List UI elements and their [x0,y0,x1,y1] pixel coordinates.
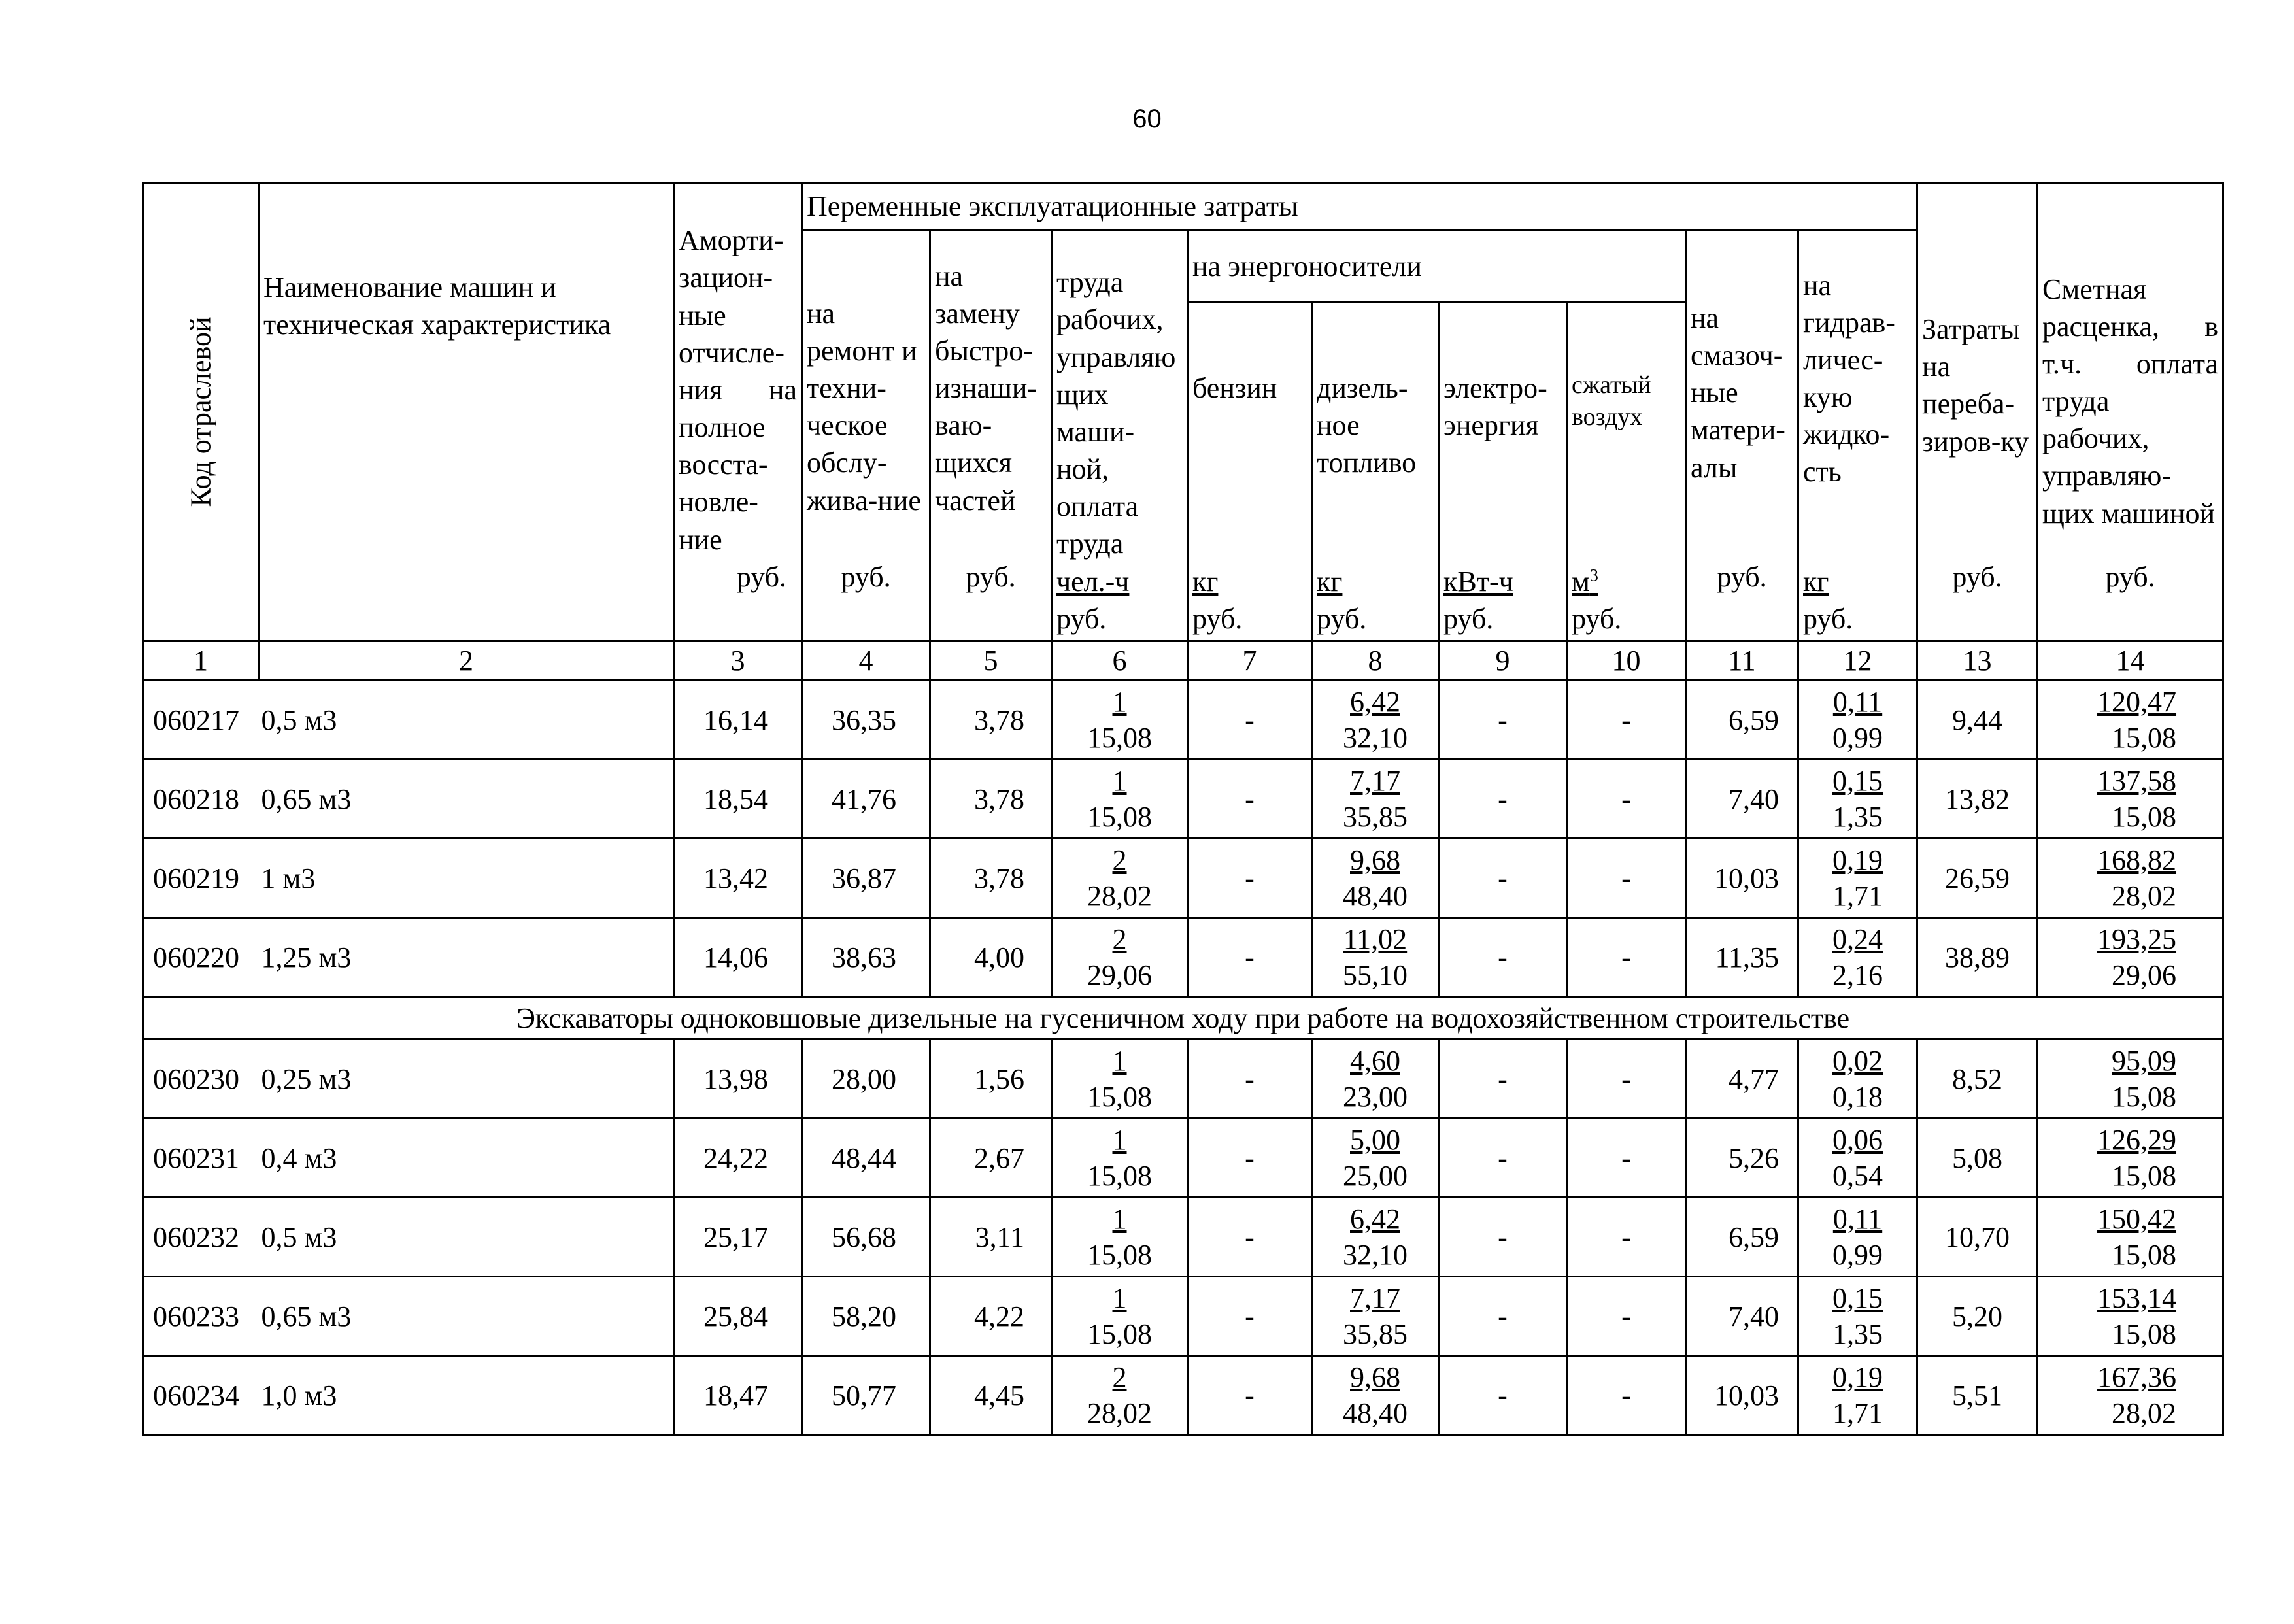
cell-lube: 10,03 [1686,1356,1798,1435]
table-row [143,1277,2223,1356]
cell-rate-num: 153,14 [2097,1281,2177,1314]
table-row [143,1356,2223,1435]
cell-code: 060231 [143,1119,259,1198]
cell-diesel [1312,1198,1439,1277]
cell-code: 060217 [143,681,259,760]
cell-replace: 3,11 [930,1198,1052,1277]
cell-petrol: - [1188,1119,1312,1198]
cell-electro: - [1439,1277,1567,1356]
cell-rate [2038,839,2223,918]
column-number: 1 [143,641,259,681]
cell-hydro [1798,1119,1917,1198]
cell-lube: 10,03 [1686,839,1798,918]
cell-labor [1052,760,1188,839]
cell-diesel-num: 5,00 [1350,1123,1400,1156]
column-number: 11 [1686,641,1798,681]
header-labor-unit-den: руб. [1056,602,1107,635]
cell-repair: 50,77 [802,1356,930,1435]
cell-hydro [1798,918,1917,997]
header-repair-unit: руб. [841,560,891,593]
cell-electro: - [1439,681,1567,760]
cell-transfer: 8,52 [1917,1040,2038,1119]
cell-labor-den: 29,06 [1087,958,1152,991]
cell-hydro-num: 0,24 [1832,922,1883,955]
header-code [143,183,259,641]
cell-repair: 56,68 [802,1198,930,1277]
cell-lube: 4,77 [1686,1040,1798,1119]
header-lube [1686,231,1798,641]
cell-hydro [1798,1356,1917,1435]
column-number: 4 [802,641,930,681]
cell-hydro-num: 0,15 [1832,1281,1883,1314]
cell-hydro-den: 1,35 [1832,800,1883,833]
cell-replace: 4,00 [930,918,1052,997]
cell-diesel [1312,1040,1439,1119]
table-header [143,183,2223,641]
cell-diesel-den: 23,00 [1343,1080,1408,1113]
cell-amort: 14,06 [674,918,802,997]
header-petrol-unit-num: кг [1192,565,1219,598]
cell-labor-num: 1 [1112,1123,1127,1156]
cell-diesel-den: 32,10 [1343,721,1408,754]
cell-electro: - [1439,1356,1567,1435]
header-diesel-label: дизель-ное топливо [1317,372,1417,479]
cell-name: 0,5 м3 [259,1198,674,1277]
cell-rate [2038,1356,2223,1435]
cell-rate [2038,681,2223,760]
cell-replace: 3,78 [930,760,1052,839]
header-energy: на энергоносители [1188,231,1686,303]
section-heading [143,997,2223,1040]
cell-petrol: - [1188,1040,1312,1119]
cell-hydro [1798,839,1917,918]
header-lube-label: на смазоч-ные матери-алы [1691,301,1785,484]
cell-labor-num: 1 [1112,1044,1127,1077]
cell-hydro-num: 0,02 [1832,1044,1883,1077]
header-air-unit-den: руб. [1572,602,1622,635]
header-transfer [1917,183,2038,641]
cell-labor-den: 28,02 [1087,879,1152,912]
cell-diesel-den: 35,85 [1343,800,1408,833]
cell-petrol: - [1188,918,1312,997]
cell-air: - [1567,1040,1686,1119]
cell-hydro-den: 1,71 [1832,1396,1883,1429]
cell-rate-den: 15,08 [2112,1159,2177,1192]
cell-code: 060218 [143,760,259,839]
column-number: 7 [1188,641,1312,681]
page-number: 60 [1132,105,1162,133]
cell-labor [1052,918,1188,997]
header-labor-unit-num: чел.-ч [1056,565,1130,598]
cell-hydro-den: 2,16 [1832,958,1883,991]
cell-replace: 2,67 [930,1119,1052,1198]
cell-air: - [1567,1198,1686,1277]
cell-rate-den: 15,08 [2112,1238,2177,1271]
cell-rate-num: 193,25 [2097,922,2177,955]
header-electro [1439,303,1567,641]
cell-transfer: 26,59 [1917,839,2038,918]
cell-air: - [1567,681,1686,760]
cell-diesel-den: 48,40 [1343,1396,1408,1429]
cell-labor [1052,681,1188,760]
header-diesel-unit-num: кг [1317,565,1343,598]
cell-rate-den: 28,02 [2112,879,2177,912]
cell-replace: 4,22 [930,1277,1052,1356]
cell-hydro [1798,1040,1917,1119]
cell-labor-den: 15,08 [1087,1238,1152,1271]
cell-labor-num: 2 [1112,1361,1127,1393]
cell-hydro [1798,681,1917,760]
column-number: 10 [1567,641,1686,681]
cell-labor [1052,1040,1188,1119]
cell-labor [1052,1119,1188,1198]
column-number: 12 [1798,641,1917,681]
cell-diesel-num: 11,02 [1343,922,1408,955]
cell-transfer: 5,51 [1917,1356,2038,1435]
header-name: Наименование машин и техническая характеристика [259,183,674,641]
column-number: 3 [674,641,802,681]
cell-air: - [1567,1277,1686,1356]
table-row [143,1119,2223,1198]
cell-diesel [1312,918,1439,997]
cell-hydro-den: 0,99 [1832,1238,1883,1271]
header-diesel [1312,303,1439,641]
cell-code: 060230 [143,1040,259,1119]
cell-amort: 25,17 [674,1198,802,1277]
cell-labor-den: 15,08 [1087,1159,1152,1192]
header-variable: Переменные эксплуатационные затраты [802,183,1917,231]
cell-replace: 4,45 [930,1356,1052,1435]
cell-labor-num: 2 [1112,843,1127,876]
cell-labor-den: 15,08 [1087,1080,1152,1113]
cell-air: - [1567,839,1686,918]
cell-hydro-num: 0,19 [1832,1361,1883,1393]
cell-diesel-num: 9,68 [1350,843,1400,876]
column-number: 5 [930,641,1052,681]
cell-petrol: - [1188,760,1312,839]
cell-name: 1,0 м3 [259,1356,674,1435]
header-rate-unit: руб. [2105,560,2155,593]
header-replace [930,231,1052,641]
column-number: 9 [1439,641,1567,681]
cell-diesel [1312,1356,1439,1435]
cell-labor-num: 1 [1112,1281,1127,1314]
cell-repair: 38,63 [802,918,930,997]
table-row [143,681,2223,760]
cell-labor [1052,1356,1188,1435]
header-air-label: сжатый воздух [1572,371,1651,431]
cell-hydro [1798,1277,1917,1356]
cell-name: 0,4 м3 [259,1119,674,1198]
header-air [1567,303,1686,641]
cell-transfer: 5,08 [1917,1119,2038,1198]
section-title: Экскаваторы одноковшовые дизельные на гусеничном ходу при работе на водохозяйственном строительстве [143,997,2223,1040]
column-number: 8 [1312,641,1439,681]
cell-rate-num: 137,58 [2097,764,2177,797]
cell-amort: 16,14 [674,681,802,760]
cell-transfer: 13,82 [1917,760,2038,839]
header-replace-unit: руб. [966,560,1016,593]
header-amort-label: Аморти-зацион-ные отчисле-ния на полное восста-новле-ние [679,224,797,556]
cell-rate-num: 120,47 [2097,685,2177,718]
cell-code: 060232 [143,1198,259,1277]
cell-diesel-num: 7,17 [1350,764,1400,797]
header-diesel-unit-den: руб. [1317,602,1367,635]
cell-rate-num: 95,09 [2112,1044,2177,1077]
header-petrol-unit-den: руб. [1192,602,1243,635]
cell-rate-den: 15,08 [2112,721,2177,754]
cell-petrol: - [1188,681,1312,760]
cell-code: 060220 [143,918,259,997]
cell-rate-num: 150,42 [2097,1202,2177,1235]
cell-hydro-den: 0,54 [1832,1159,1883,1192]
header-transfer-unit: руб. [1952,560,2002,593]
cell-labor-den: 15,08 [1087,800,1152,833]
cell-petrol: - [1188,1356,1312,1435]
cell-rate [2038,1277,2223,1356]
cell-lube: 5,26 [1686,1119,1798,1198]
cell-electro: - [1439,918,1567,997]
cell-hydro-den: 1,35 [1832,1317,1883,1350]
header-electro-unit-den: руб. [1443,602,1494,635]
cell-transfer: 9,44 [1917,681,2038,760]
cell-amort: 13,98 [674,1040,802,1119]
cell-diesel-num: 7,17 [1350,1281,1400,1314]
cell-labor-den: 28,02 [1087,1396,1152,1429]
header-rate [2038,183,2223,641]
header-hydro [1798,231,1917,641]
header-replace-label: на замену быстро-изнаши-ваю-щихся частей [935,260,1037,516]
cell-rate-num: 126,29 [2097,1123,2177,1156]
cell-petrol: - [1188,839,1312,918]
table-row [143,1040,2223,1119]
cell-petrol: - [1188,1277,1312,1356]
header-air-unit-sup: 3 [1589,565,1598,584]
cell-diesel-num: 9,68 [1350,1361,1400,1393]
header-transfer-label: Затраты на переба-зиров-ку [1922,313,2029,458]
cell-hydro-num: 0,06 [1832,1123,1883,1156]
cell-diesel [1312,681,1439,760]
cell-hydro-den: 0,99 [1832,721,1883,754]
cell-petrol: - [1188,1198,1312,1277]
cell-diesel-den: 55,10 [1343,958,1408,991]
cell-electro: - [1439,839,1567,918]
cell-labor-num: 1 [1112,764,1127,797]
header-electro-unit-num: кВт-ч [1443,565,1513,598]
cell-hydro-num: 0,19 [1832,843,1883,876]
cell-diesel-num: 6,42 [1350,1202,1400,1235]
cell-labor [1052,1277,1188,1356]
header-amort [674,183,802,641]
cell-rate-num: 168,82 [2097,843,2177,876]
header-amort-unit: руб. [736,560,786,593]
cell-name: 0,25 м3 [259,1040,674,1119]
header-petrol-label: бензин [1192,372,1277,404]
header-petrol [1188,303,1312,641]
header-lube-unit: руб. [1717,560,1767,593]
cell-replace: 1,56 [930,1040,1052,1119]
cell-lube: 11,35 [1686,918,1798,997]
table-body-group-1 [143,681,2223,997]
table-row [143,839,2223,918]
cell-rate-den: 15,08 [2112,1080,2177,1113]
cell-lube: 6,59 [1686,681,1798,760]
cell-diesel [1312,1277,1439,1356]
cell-diesel-den: 25,00 [1343,1159,1408,1192]
cell-transfer: 38,89 [1917,918,2038,997]
cell-repair: 36,87 [802,839,930,918]
cell-repair: 58,20 [802,1277,930,1356]
header-labor-label: труда рабочих, управляю щих маши-ной, оплата труда [1056,266,1176,560]
table-row [143,1198,2223,1277]
cell-electro: - [1439,1119,1567,1198]
cell-rate [2038,1119,2223,1198]
cell-amort: 24,22 [674,1119,802,1198]
column-number: 2 [259,641,674,681]
cell-name: 0,65 м3 [259,1277,674,1356]
cell-repair: 28,00 [802,1040,930,1119]
cell-rate [2038,1198,2223,1277]
cell-repair: 48,44 [802,1119,930,1198]
cell-lube: 7,40 [1686,1277,1798,1356]
column-number: 6 [1052,641,1188,681]
cell-labor-den: 15,08 [1087,721,1152,754]
header-air-unit-num: м [1572,565,1590,598]
header-repair-label: на ремонт и техни-ческое обслу-жива-ние [807,297,921,516]
cell-code: 060234 [143,1356,259,1435]
cell-hydro-num: 0,11 [1832,1202,1883,1235]
cell-hydro-num: 0,15 [1832,764,1883,797]
cell-electro: - [1439,1198,1567,1277]
cell-name: 0,5 м3 [259,681,674,760]
cell-diesel [1312,839,1439,918]
cell-code: 060233 [143,1277,259,1356]
column-number: 14 [2038,641,2223,681]
table-body-group-2 [143,1040,2223,1435]
table-row [143,760,2223,839]
cell-hydro [1798,760,1917,839]
cell-transfer: 5,20 [1917,1277,2038,1356]
cell-amort: 25,84 [674,1277,802,1356]
cell-amort: 13,42 [674,839,802,918]
cell-labor-num: 1 [1112,1202,1127,1235]
cell-diesel-den: 48,40 [1343,879,1408,912]
header-hydro-unit-den: руб. [1803,602,1853,635]
cell-electro: - [1439,1040,1567,1119]
cell-name: 1 м3 [259,839,674,918]
cell-name: 0,65 м3 [259,760,674,839]
cell-diesel-den: 35,85 [1343,1317,1408,1350]
cell-transfer: 10,70 [1917,1198,2038,1277]
cell-rate-den: 29,06 [2112,958,2177,991]
cell-electro: - [1439,760,1567,839]
cell-rate-num: 167,36 [2097,1361,2177,1393]
header-labor [1052,231,1188,641]
cell-diesel-den: 32,10 [1343,1238,1408,1271]
cell-air: - [1567,918,1686,997]
cell-amort: 18,54 [674,760,802,839]
cell-rate-den: 28,02 [2112,1396,2177,1429]
cell-hydro-num: 0,11 [1832,685,1883,718]
cell-repair: 41,76 [802,760,930,839]
cell-code: 060219 [143,839,259,918]
cell-air: - [1567,1119,1686,1198]
cell-labor-num: 2 [1112,922,1127,955]
cell-rate-den: 15,08 [2112,800,2177,833]
header-rate-label: Сметная расценка, в т.ч. оплата труда рабочих, управляю-щих машиной [2042,273,2219,530]
machine-cost-table [142,182,2224,1436]
cell-replace: 3,78 [930,681,1052,760]
cell-diesel-num: 4,60 [1350,1044,1400,1077]
header-hydro-unit-num: кг [1803,565,1829,598]
cell-lube: 6,59 [1686,1198,1798,1277]
cell-rate [2038,760,2223,839]
cell-name: 1,25 м3 [259,918,674,997]
column-numbers [143,641,2223,681]
cell-labor [1052,839,1188,918]
table-row [143,918,2223,997]
cell-rate [2038,1040,2223,1119]
cell-repair: 36,35 [802,681,930,760]
cell-diesel [1312,760,1439,839]
cell-hydro [1798,1198,1917,1277]
cell-air: - [1567,760,1686,839]
header-code-label: Код отраслевой [184,316,217,507]
cell-air: - [1567,1356,1686,1435]
cell-hydro-den: 0,18 [1832,1080,1883,1113]
cell-replace: 3,78 [930,839,1052,918]
cell-labor-den: 15,08 [1087,1317,1152,1350]
cell-diesel-num: 6,42 [1350,685,1400,718]
cell-labor [1052,1198,1188,1277]
cell-lube: 7,40 [1686,760,1798,839]
header-hydro-label: на гидрав-личес-кую жидко-сть [1803,269,1895,488]
cell-labor-num: 1 [1112,685,1127,718]
cell-rate [2038,918,2223,997]
header-electro-label: электро-энергия [1443,372,1547,442]
cell-amort: 18,47 [674,1356,802,1435]
cell-hydro-den: 1,71 [1832,879,1883,912]
cell-diesel [1312,1119,1439,1198]
column-number: 13 [1917,641,2038,681]
cell-rate-den: 15,08 [2112,1317,2177,1350]
header-repair [802,231,930,641]
